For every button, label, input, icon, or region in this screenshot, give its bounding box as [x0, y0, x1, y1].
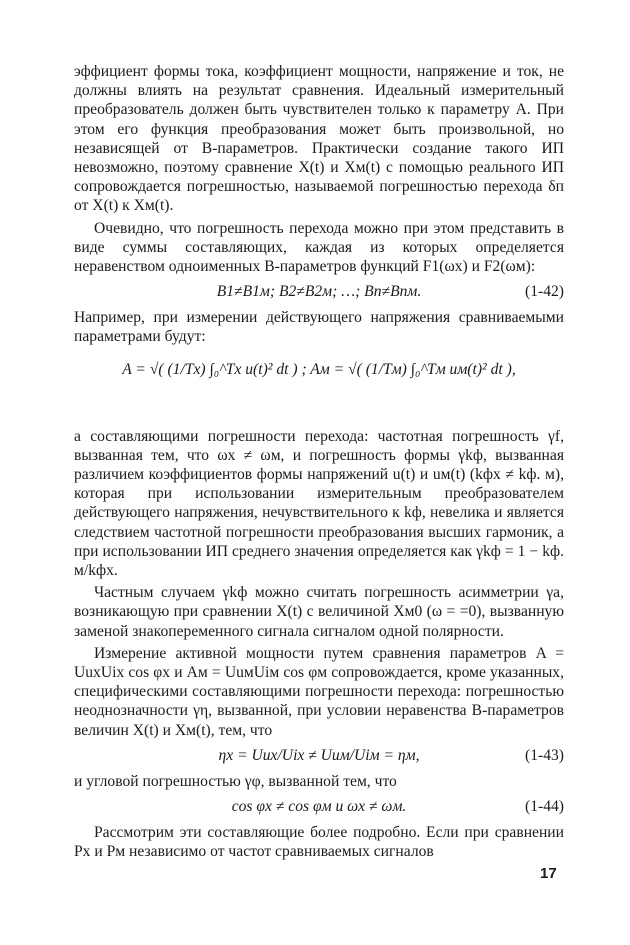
equation-1-42-body: B1≠B1м; B2≠B2м; …; Bn≠Bnм. — [216, 283, 422, 301]
page-number: 17 — [540, 865, 557, 882]
equation-rms — [74, 347, 564, 427]
paragraph-2: Очевидно, что погрешность перехода можно при этом представить в виде суммы составляющих, каждая из которых определяется неравенством одноименных B-параметров функций F1(ωx) и F2(ωм): — [74, 219, 564, 276]
equation-1-44 — [74, 791, 564, 823]
equation-1-42-number: (1-42) — [525, 283, 564, 301]
equation-1-43 — [74, 740, 564, 772]
paragraph-5: Частным случаем γkф можно считать погрешность асимметрии γa, возникающую при сравнении X(t) с величиной Xм0 (ω = =0), вызванную заменой знакопеременного сигнала сигналом одной полярности. — [74, 584, 564, 640]
equation-1-43-body: ηx = Uux/Uix ≠ Uuм/Uiм = ηм, — [218, 746, 420, 764]
equation-1-44-number: (1-44) — [525, 798, 564, 816]
paragraph-6: Измерение активной мощности путем сравнения параметров A = UuxUix cos φx и Aм = UuмUiм cos φм сопровождается, кроме указанных, специфическими составляющими погрешности перехода: погрешностью неоднозначности γη, вызванной, при условии неравенства B-параметров величин X(t) и Xм(t), тем, что — [74, 644, 564, 739]
equation-1-43-number: (1-43) — [525, 746, 564, 764]
paragraph-8: Рассмотрим эти составляющие более подробно. Если при сравнении Px и Pм независимо от частот сравниваемых сигналов — [74, 824, 564, 861]
equation-1-44-body: cos φx ≠ cos φм и ωx ≠ ωм. — [231, 798, 407, 816]
paragraph-1: эффициент формы тока, коэффициент мощности, напряжение и ток, не должны влиять на результат сравнения. Идеальный измерительный преобразователь должен быть чувствителен только к параметру A. При этом его функция преобразования может быть произвольной, но независящей от B-параметров. Практически создание такого ИП невозможно, поэтому сравнение X(t) и Xм(t) с помощью реального ИП сопровождается погрешностью, называемой погрешностью перехода δп от X(t) к Xм(t). — [74, 63, 564, 215]
paragraph-3: Например, при измерении действующего напряжения сравниваемыми параметрами будут: — [74, 309, 564, 346]
paragraph-4: а составляющими погрешности перехода: частотная погрешность γf, вызванная тем, что ωx ≠ ωм, и погрешность формы γkф, вызванная различием коэффициентов формы напряжений u(t) и uм(t) (kфx ≠ kф. м), которая при использовании измерительным преобразователем действующего напряжения, нечувствительного к kф, невелика и является следствием частотной погрешности преобразования высших гармоник, а при использовании ИП среднего значения определяется как γkф = 1 − kф. м/kфx. — [74, 427, 564, 580]
page-text-block — [74, 62, 564, 862]
equation-1-42 — [74, 276, 564, 308]
equation-rms-body: A = √( (1/Tx) ∫₀^Tx u(t)² dt ) ; Aм = √( (1/Tм) ∫₀^Tм uм(t)² dt ), — [122, 360, 516, 378]
paragraph-7: и угловой погрешностью γφ, вызванной тем, что — [74, 772, 397, 790]
